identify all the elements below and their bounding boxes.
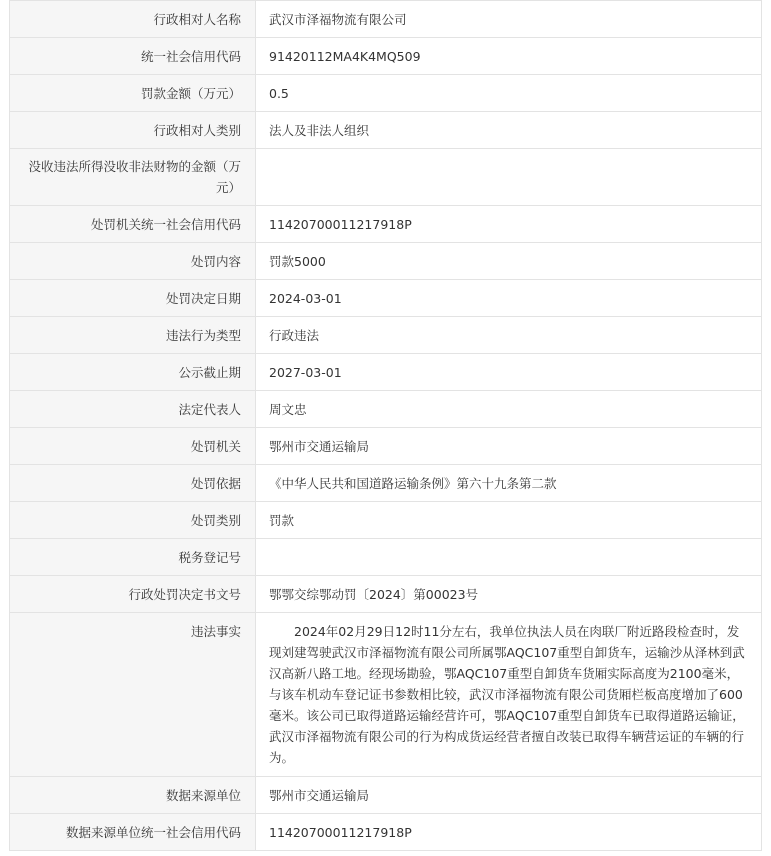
row-label: 处罚内容	[10, 243, 256, 280]
row-label: 统一社会信用代码	[10, 38, 256, 75]
table-row	[10, 502, 762, 539]
row-value: 11420700011217918P	[256, 814, 762, 851]
table-row	[10, 38, 762, 75]
row-value: 周文忠	[256, 391, 762, 428]
table-row	[10, 777, 762, 814]
table-row	[10, 243, 762, 280]
table-row	[10, 75, 762, 112]
table-row	[10, 576, 762, 613]
table-row	[10, 149, 762, 206]
row-label: 违法行为类型	[10, 317, 256, 354]
row-value: 2027-03-01	[256, 354, 762, 391]
row-label: 行政处罚决定书文号	[10, 576, 256, 613]
table-row	[10, 206, 762, 243]
row-value: 91420112MA4K4MQ509	[256, 38, 762, 75]
table-row	[10, 280, 762, 317]
table-row	[10, 465, 762, 502]
row-label: 处罚类别	[10, 502, 256, 539]
penalty-detail-table	[9, 0, 762, 851]
row-label: 处罚机关	[10, 428, 256, 465]
row-value: 0.5	[256, 75, 762, 112]
row-label: 法定代表人	[10, 391, 256, 428]
row-label: 数据来源单位	[10, 777, 256, 814]
row-label: 行政相对人类别	[10, 112, 256, 149]
row-value: 行政违法	[256, 317, 762, 354]
table-row	[10, 391, 762, 428]
row-value: 法人及非法人组织	[256, 112, 762, 149]
row-value: 2024-03-01	[256, 280, 762, 317]
row-value	[256, 539, 762, 576]
row-label: 数据来源单位统一社会信用代码	[10, 814, 256, 851]
row-value: 《中华人民共和国道路运输条例》第六十九条第二款	[256, 465, 762, 502]
row-label: 没收违法所得没收非法财物的金额（万元）	[10, 149, 256, 206]
table-row	[10, 1, 762, 38]
row-label: 处罚机关统一社会信用代码	[10, 206, 256, 243]
table-row	[10, 317, 762, 354]
row-label: 行政相对人名称	[10, 1, 256, 38]
row-label: 违法事实	[10, 613, 256, 777]
table-row	[10, 539, 762, 576]
table-row	[10, 354, 762, 391]
table-row	[10, 814, 762, 851]
row-label: 处罚决定日期	[10, 280, 256, 317]
row-label: 税务登记号	[10, 539, 256, 576]
row-value: 鄂鄂交综鄂动罚〔2024〕第00023号	[256, 576, 762, 613]
row-label: 公示截止期	[10, 354, 256, 391]
row-value: 武汉市泽福物流有限公司	[256, 1, 762, 38]
row-value: 鄂州市交通运输局	[256, 428, 762, 465]
row-label: 处罚依据	[10, 465, 256, 502]
row-value: 罚款5000	[256, 243, 762, 280]
row-value: 罚款	[256, 502, 762, 539]
row-value: 鄂州市交通运输局	[256, 777, 762, 814]
row-value	[256, 149, 762, 206]
row-label: 罚款金额（万元）	[10, 75, 256, 112]
row-value: 11420700011217918P	[256, 206, 762, 243]
table-row	[10, 428, 762, 465]
table-row	[10, 613, 762, 777]
table-row	[10, 112, 762, 149]
violation-facts: 2024年02月29日12时11分左右，我单位执法人员在肉联厂附近路段检查时，发现刘建驾驶武汉市泽福物流有限公司所属鄂AQC107重型自卸货车，运输沙从泽林到武汉高新八路工地。经现场勘验，鄂AQC107重型自卸货车货厢实际高度为2100毫米，与该车机动车登记证书参数相比较，武汉市泽福物流有限公司货厢栏板高度增加了600毫米。该公司已取得道路运输经营许可，鄂AQC107重型自卸货车已取得道路运输证，武汉市泽福物流有限公司的行为构成货运经营者擅自改装已取得车辆营运证的车辆的行为。	[256, 613, 762, 777]
